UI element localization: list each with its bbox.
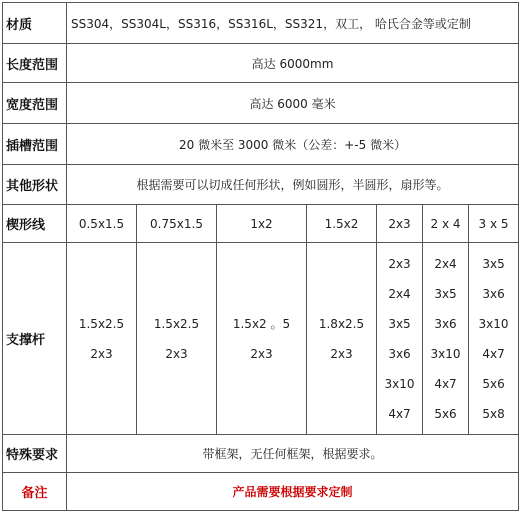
support-cell [469,243,519,435]
wedge-cell: 0.75x1.5 [137,205,217,243]
label-slot: 插槽范围 [3,124,67,165]
row-shape [3,165,519,205]
support-value: 2x3 [330,346,353,361]
label-material: 材质 [3,3,67,44]
support-value: 2x4 [434,256,457,271]
support-value: 5x8 [482,406,505,421]
wedge-cell: 2 x 4 [423,205,469,243]
support-value: 5x6 [482,376,505,391]
support-value: 3x5 [388,316,411,331]
value-length: 高达 6000mm [67,44,519,83]
support-value: 3x6 [388,346,411,361]
support-cell [423,243,469,435]
label-width: 宽度范围 [3,83,67,124]
support-value: 1.5x2.5 [78,316,125,331]
support-cell [217,243,307,435]
value-width: 高达 6000 毫米 [67,83,519,124]
value-slot: 20 微米至 3000 微米（公差：+-5 微米） [67,124,519,165]
support-value: 3x10 [430,346,461,361]
support-value: 1.8x2.5 [318,316,365,331]
label-remark: 备注 [3,473,67,511]
value-remark: 产品需要根据要求定制 [67,473,519,511]
row-wedge [3,205,519,243]
support-value: 3x10 [384,376,415,391]
support-value: 3x6 [482,286,505,301]
support-value: 4x7 [434,376,457,391]
support-cell [67,243,137,435]
support-cell [307,243,377,435]
wedge-cell: 1.5x2 [307,205,377,243]
label-wedge: 楔形线 [3,205,67,243]
support-cell [377,243,423,435]
row-width [3,83,519,124]
row-support [3,243,519,435]
label-shape: 其他形状 [3,165,67,205]
value-special: 带框架，无任何框架，根据要求。 [67,435,519,473]
support-value: 1.5x2 。5 [232,316,291,331]
value-material: SS304，SS304L，SS316，SS316L，SS321，双工， 哈氏合金等或定制 [67,3,519,44]
support-value: 3x6 [434,316,457,331]
support-cell [137,243,217,435]
label-support: 支撑杆 [3,243,67,435]
row-special [3,435,519,473]
wedge-cell: 3 x 5 [469,205,519,243]
wedge-cell: 2x3 [377,205,423,243]
value-shape: 根据需要可以切成任何形状，例如圆形，半圆形，扇形等。 [67,165,519,205]
support-value: 5x6 [434,406,457,421]
support-value: 2x3 [90,346,113,361]
wedge-cell: 1x2 [217,205,307,243]
wedge-cell: 0.5x1.5 [67,205,137,243]
row-material [3,3,519,44]
row-remark [3,473,519,511]
support-value: 2x3 [165,346,188,361]
row-length [3,44,519,83]
support-value: 1.5x2.5 [153,316,200,331]
support-value: 2x3 [388,256,411,271]
support-value: 2x4 [388,286,411,301]
support-value: 4x7 [482,346,505,361]
support-value: 3x10 [478,316,509,331]
row-slot [3,124,519,165]
label-length: 长度范围 [3,44,67,83]
support-value: 2x3 [250,346,273,361]
spec-table [2,2,519,511]
label-special: 特殊要求 [3,435,67,473]
support-value: 4x7 [388,406,411,421]
support-value: 3x5 [434,286,457,301]
support-value: 3x5 [482,256,505,271]
